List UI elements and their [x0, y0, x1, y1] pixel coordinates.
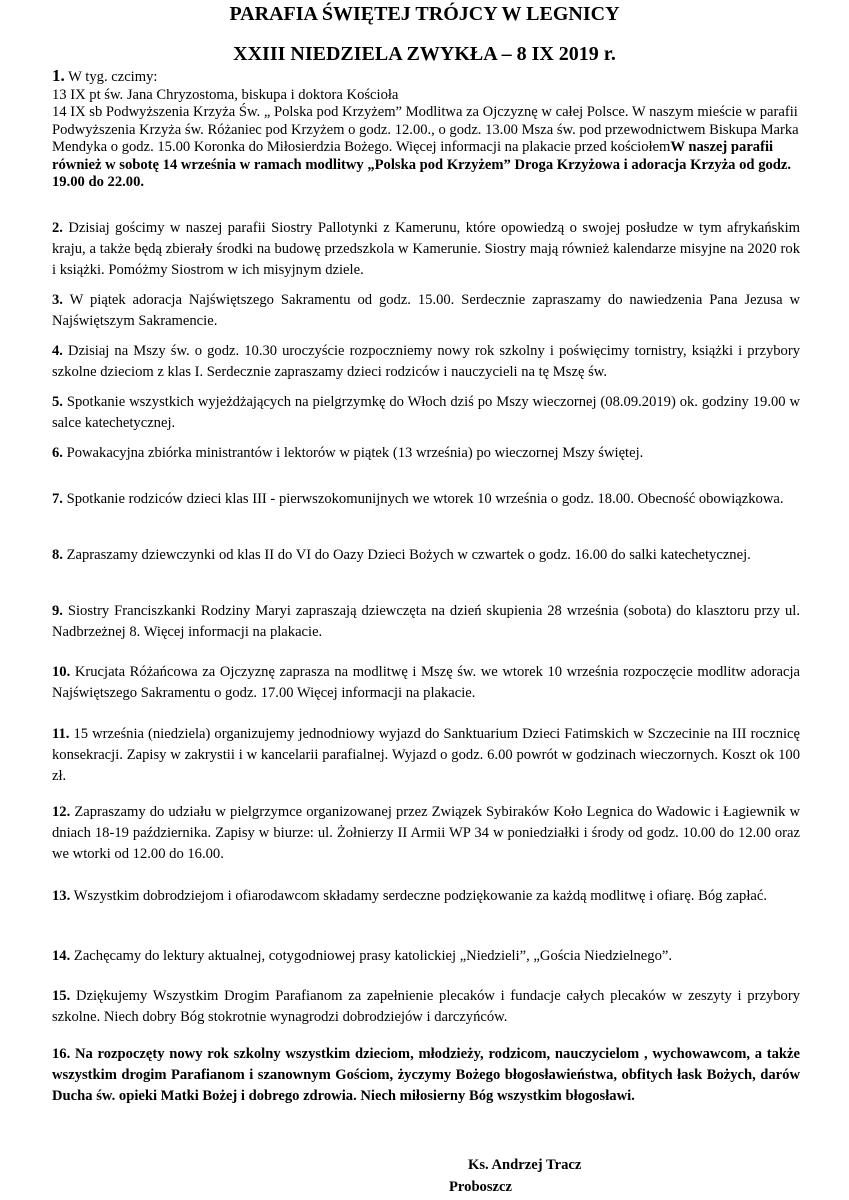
item-text: Zapraszamy dziewczynki od klas II do VI do Oazy Dzieci Bożych w czwartek o godz. 16.00 do salki katechetycznej. [62, 547, 751, 563]
item-number: 10. [52, 664, 71, 680]
item-text: Wszystkim dobrodziejom i ofiarodawcom składamy serdeczne podziękowanie za każdą modlitwę i ofiarę. Bóg zapłać. [70, 888, 767, 904]
item-text: Siostry Franciszkanki Rodziny Maryi zapraszają dziewczęta na dzień skupienia 28 września (sobota) do klasztoru przy ul. Nadbrzeżnej 8. Więcej informacji na plakacie. [52, 603, 800, 640]
announcement-2 [52, 218, 800, 281]
announcement-16 [52, 1044, 800, 1107]
item-number: 11. [52, 726, 70, 742]
item-text: Zachęcamy do lektury aktualnej, cotygodniowej prasy katolickiej „Niedzieli”, „Gościa Niedzielnego”. [70, 948, 673, 964]
item-text: Krucjata Różańcowa za Ojczyznę zaprasza na modlitwę i Mszę św. we wtorek 10 września rozpoczęcie modlitw adoracja Najświętszego Sakramentu o godz. 17.00 Więcej informacji na plakacie. [52, 664, 800, 701]
announcement-4 [52, 341, 800, 383]
announcement-1 [52, 67, 800, 192]
item-number: 4. [52, 343, 63, 359]
item-text: Dziękujemy Wszystkim Drogim Parafianom za zapełnienie plecaków i fundacje całych plecaków w zeszyty i przybory szkolne. Niech dobry Bóg stokrotnie wynagrodzi dobrodziejów i darczyńców. [52, 988, 800, 1025]
item-text: Zapraszamy do udziału w pielgrzymce organizowanej przez Związek Sybiraków Koło Legnica do Wadowic i Łagiewnik w dniach 18-19 października. Zapisy w biurze: ul. Żołnierzy II Armii WP 34 w poniedziałki i środy od godz. 10.00 do 12.00 oraz we wtorki od 12.00 do 16.00. [52, 804, 800, 862]
item-number: 14. [52, 948, 71, 964]
sunday-title: XXIII NIEDZIELA ZWYKŁA – 8 IX 2019 r. [233, 43, 616, 65]
item-number: 12. [52, 804, 71, 820]
item-number: 5. [52, 394, 63, 410]
item-number: 15. [52, 988, 71, 1004]
item-number: 7. [52, 491, 63, 507]
item-number: 16. [52, 1046, 71, 1062]
announcement-12 [52, 802, 800, 865]
signature-name: Ks. Andrzej Tracz [468, 1157, 582, 1173]
announcement-5 [52, 392, 800, 434]
item-number: 3. [52, 292, 63, 308]
announcement-9 [52, 601, 800, 643]
item-text: Spotkanie rodziców dzieci klas III - pierwszokomunijnych we wtorek 10 września o godz. 18.00. Obecność obowiązkowa. [62, 491, 784, 507]
announcement-15 [52, 986, 800, 1028]
item-text: Powakacyjna zbiórka ministrantów i lektorów w piątek (13 września) po wieczornej Mszy świętej. [62, 445, 644, 461]
announcement-13 [52, 886, 800, 907]
announcement-11 [52, 724, 800, 787]
item-number: 1. [52, 66, 65, 85]
signature-role: Proboszcz [449, 1179, 512, 1195]
feast-line-1: 13 IX pt św. Jana Chryzostoma, biskupa i doktora Kościoła [52, 86, 399, 103]
feast-line-2: 14 IX sb Podwyższenia Krzyża Św. „ Polska pod Krzyżem” Modlitwa za Ojczyznę w całej Polsce. W naszym mieście w parafii Podwyższenia Krzyża św. Różaniec pod Krzyżem o godz. 12.00., o godz. 13.00 Msza św. pod przewodnictwem Biskupa Marka Mendyka o godz. 15.00 Koronka do Miłosierdzia Bożego. Więcej informacji na plakacie przed kościołem [52, 104, 799, 155]
item-lead: W tyg. czcimy: [64, 69, 158, 85]
announcement-8 [52, 545, 800, 566]
item-number: 8. [52, 547, 63, 563]
item-number: 6. [52, 445, 63, 461]
item-text: W piątek adoracja Najświętszego Sakramentu od godz. 15.00. Serdecznie zapraszamy do nawiedzenia Pana Jezusa w Najświętszym Sakramencie. [52, 292, 800, 329]
announcement-14 [52, 946, 800, 967]
item-text: Spotkanie wszystkich wyjeżdżających na pielgrzymkę do Włoch dziś po Mszy wieczornej (08.09.2019) ok. godziny 19.00 w salce katechetycznej. [52, 394, 800, 431]
announcement-3 [52, 290, 800, 332]
announcement-10 [52, 662, 800, 704]
item-number: 9. [52, 603, 63, 619]
item-text: Na rozpoczęty nowy rok szkolny wszystkim dzieciom, młodzieży, rodzicom, nauczycielom , wychowawcom, a także wszystkim drogim Parafianom i szanownym Gościom, życzymy Bożego błogosławieństwa, obfitych łask Bożych, darów Ducha św. opieki Matki Bożej i dobrego zdrowia. Niech miłosierny Bóg wszystkim błogosławi. [52, 1046, 800, 1104]
item-text: 15 września (niedziela) organizujemy jednodniowy wyjazd do Sanktuarium Dzieci Fatimskich w Szczecinie na III rocznicę konsekracji. Zapisy w zakrystii i w kancelarii parafialnej. Wyjazd o godz. 6.00 powrót w godzinach wieczornych. Koszt ok 100 zł. [52, 726, 800, 784]
item-number: 13. [52, 888, 71, 904]
item-number: 2. [52, 220, 63, 236]
announcement-7 [52, 489, 800, 510]
item-text: Dzisiaj na Mszy św. o godz. 10.30 uroczyście rozpoczniemy nowy rok szkolny i poświęcimy tornistry, książki i przybory szkolne dzieciom z klas I. Serdecznie zapraszamy dzieci rodziców i nauczycieli na tę Mszę św. [52, 343, 800, 380]
item-text: Dzisiaj gościmy w naszej parafii Siostry Pallotynki z Kamerunu, które opowiedzą o swojej posłudze w tym afrykańskim kraju, a także będą zbierały środki na budowę przedszkola w Kamerunie. Siostry mają również kalendarze misyjne na 2020 rok i książki. Pomóżmy Siostrom w ich misyjnym dziele. [52, 220, 800, 278]
feast-bold-note: W naszej parafii również w sobotę 14 września w ramach modlitwy „Polska pod Krzyżem” Droga Krzyżowa i adoracja Krzyża od godz. 19.00 do 22.00. [52, 139, 792, 190]
parish-title: PARAFIA ŚWIĘTEJ TRÓJCY W LEGNICY [229, 3, 620, 25]
announcement-6 [52, 443, 800, 464]
